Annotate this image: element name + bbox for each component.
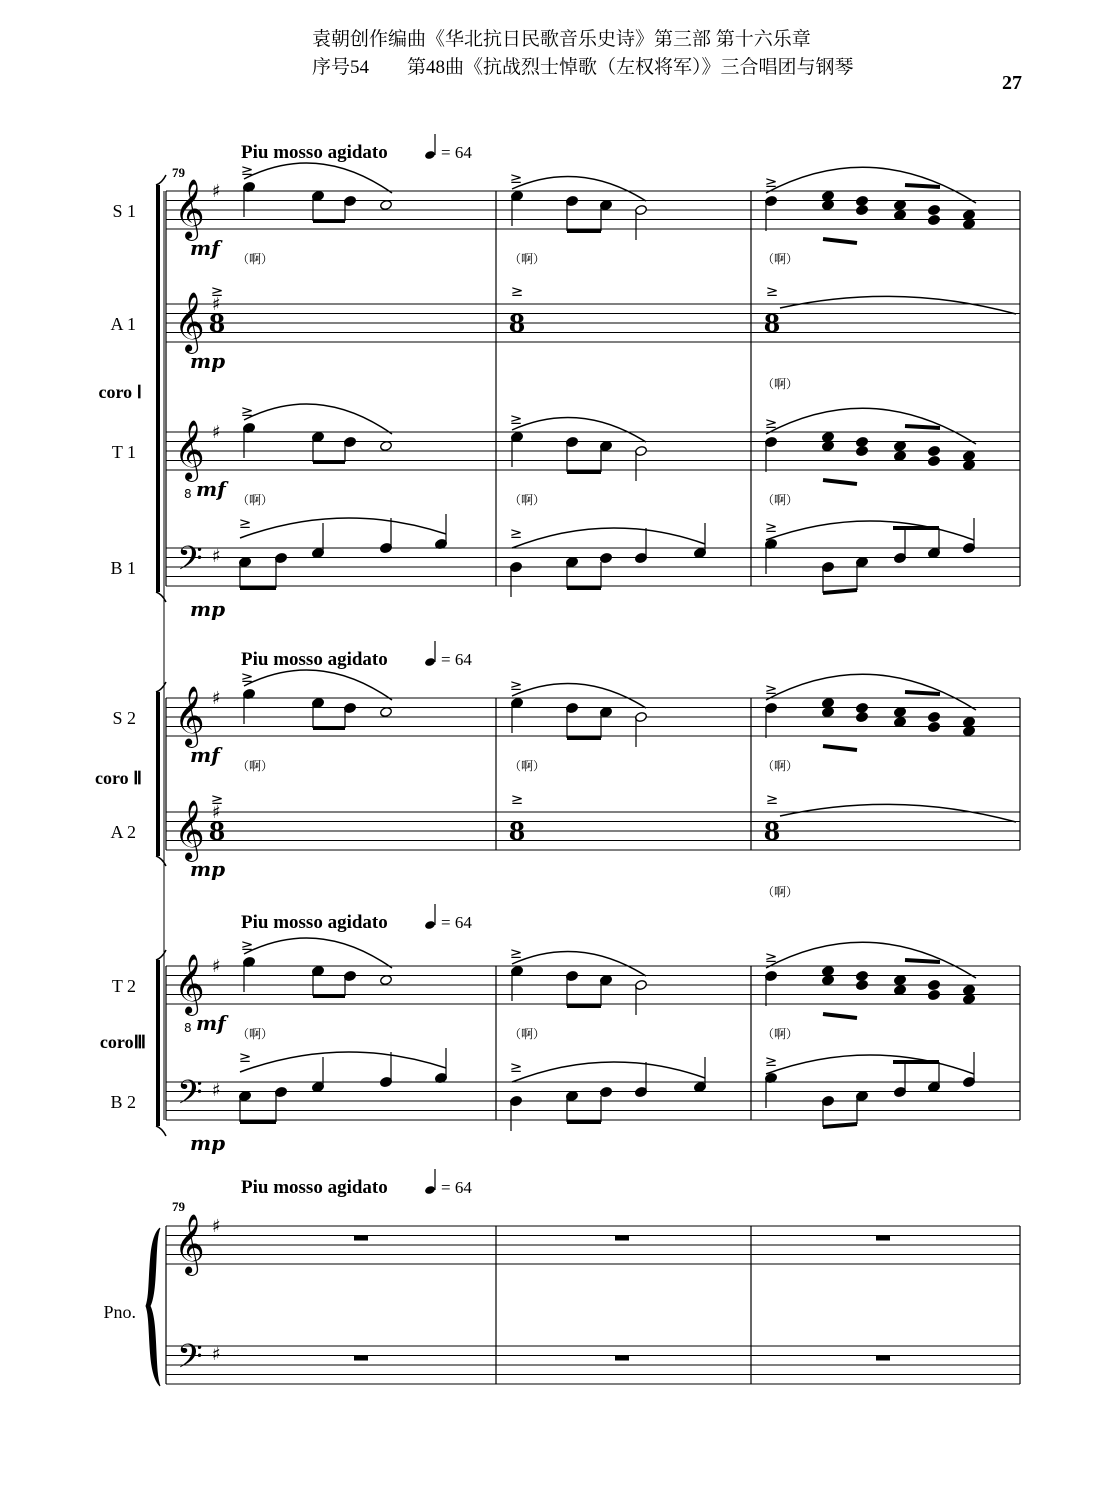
accent-mark: ≥ xyxy=(764,414,778,432)
note-beam xyxy=(823,590,857,593)
measure-number: 79 xyxy=(172,165,185,180)
staff-label: T 2 xyxy=(111,976,136,996)
sharp-icon: ♯ xyxy=(212,688,221,709)
half-note xyxy=(380,199,393,210)
chord-note xyxy=(856,204,869,215)
whole-rest-icon xyxy=(876,1356,890,1361)
treble-clef-icon: 𝄞 xyxy=(174,800,205,860)
half-note xyxy=(380,974,393,985)
chord-note xyxy=(822,190,835,201)
slur xyxy=(766,942,976,978)
tempo-marking xyxy=(241,134,472,163)
sharp-icon: ♯ xyxy=(212,1344,221,1365)
group-label-coro-3: coroⅢ xyxy=(99,1032,146,1052)
accent-mark: ≥ xyxy=(765,282,779,300)
chord-note xyxy=(928,204,941,215)
whole-rest-icon xyxy=(876,1236,890,1241)
chord-note xyxy=(963,716,976,727)
header-title-line: 袁朝创作编曲《华北抗日民歌音乐史诗》第三部 第十六乐章 xyxy=(312,29,811,50)
slur xyxy=(766,167,976,203)
chord-note xyxy=(963,459,976,470)
octave-marking: 8 xyxy=(184,487,192,501)
staff-label: S 2 xyxy=(112,708,136,728)
chord-note xyxy=(856,445,869,456)
accent-mark: ≥ xyxy=(240,936,254,954)
note-beam xyxy=(823,746,857,750)
bass-clef-icon: 𝄢 xyxy=(177,1338,203,1384)
accent-mark: ≥ xyxy=(764,518,778,536)
octave-chord-notes: 8 xyxy=(763,309,781,338)
whole-rest-icon xyxy=(354,1236,368,1241)
tempo-text: Piu mosso agidato xyxy=(241,649,388,670)
accent-mark: ≥ xyxy=(509,1058,523,1076)
chord-note xyxy=(856,979,869,990)
chord-note xyxy=(894,706,907,717)
chord-note xyxy=(894,199,907,210)
accent-mark: ≥ xyxy=(240,161,254,179)
accent-mark: ≥ xyxy=(240,668,254,686)
quarter-note-icon xyxy=(424,657,436,667)
piano-label: Pno. xyxy=(103,1302,136,1322)
sharp-icon: ♯ xyxy=(212,956,221,977)
dynamic-marking: mp xyxy=(190,349,226,373)
note-beam xyxy=(905,692,940,694)
chord-note xyxy=(856,436,869,447)
staff-label: A 2 xyxy=(110,822,136,842)
chord-note xyxy=(822,697,835,708)
octave-chord-notes: 8 xyxy=(508,817,526,846)
staff-a2 xyxy=(110,790,1020,899)
piano-bass-staff xyxy=(166,1338,1020,1384)
staff-s1 xyxy=(112,161,1020,266)
slur xyxy=(780,296,1016,314)
quarter-note-icon xyxy=(424,920,436,930)
bracket-hook xyxy=(156,175,166,185)
slur xyxy=(512,528,705,548)
slur xyxy=(244,938,392,968)
staff-label: B 2 xyxy=(110,1092,136,1112)
staff-t2 xyxy=(112,936,1020,1041)
bass-clef-icon: 𝄢 xyxy=(177,540,203,586)
staff-s2 xyxy=(112,668,1020,773)
piano-brace-icon xyxy=(146,1228,160,1386)
tempo-marking xyxy=(241,641,472,670)
sharp-icon: ♯ xyxy=(212,181,221,202)
lyric-text: （啊） xyxy=(762,252,799,266)
lyric-text: （啊） xyxy=(762,885,799,899)
tempo-marking xyxy=(241,904,472,933)
chord-note xyxy=(963,218,976,229)
chord-note xyxy=(963,209,976,220)
chord-note xyxy=(963,984,976,995)
accent-mark: ≥ xyxy=(210,790,224,808)
header-subtitle-line: 序号54 第48曲《抗战烈士悼歌（左权将军）》三合唱团与钢琴 xyxy=(312,57,854,78)
sharp-icon: ♯ xyxy=(212,294,221,315)
slur xyxy=(766,521,974,540)
slur xyxy=(244,163,392,193)
whole-rest-icon xyxy=(615,1236,629,1241)
octave-chord-notes: 8 xyxy=(208,817,226,846)
page-number: 27 xyxy=(1002,72,1022,94)
accent-mark: ≥ xyxy=(509,524,523,542)
tempo-text: Piu mosso agidato xyxy=(241,142,388,163)
whole-rest-icon xyxy=(354,1356,368,1361)
slur xyxy=(766,408,976,444)
lyric-text: （啊） xyxy=(762,759,799,773)
chord-note xyxy=(963,725,976,736)
chord-note xyxy=(856,195,869,206)
accent-mark: ≥ xyxy=(509,944,523,962)
slur xyxy=(244,404,392,434)
metronome-value: = 64 xyxy=(441,650,472,669)
system-coro-3-barlines xyxy=(156,950,1020,1136)
lyric-text: （啊） xyxy=(237,1027,274,1041)
half-note xyxy=(380,706,393,717)
half-note xyxy=(380,440,393,451)
chord-note xyxy=(928,455,941,466)
staff-label: B 1 xyxy=(110,558,136,578)
staff-label: S 1 xyxy=(112,201,136,221)
chord-note xyxy=(928,721,941,732)
accent-mark: ≥ xyxy=(764,173,778,191)
dynamic-marking: mp xyxy=(190,857,226,881)
quarter-note-icon xyxy=(424,1185,436,1195)
chord-note xyxy=(822,199,835,210)
lyric-text: （啊） xyxy=(237,493,274,507)
slur xyxy=(244,670,392,700)
chord-note xyxy=(928,711,941,722)
piano-treble-staff xyxy=(166,1214,1020,1276)
octave-chord-notes: 8 xyxy=(208,309,226,338)
lyric-text: （啊） xyxy=(509,252,546,266)
slur xyxy=(766,674,976,710)
slur xyxy=(512,952,646,977)
accent-mark: ≥ xyxy=(240,402,254,420)
chord-note xyxy=(928,989,941,1000)
bracket-hook xyxy=(156,1126,166,1136)
accent-mark: ≥ xyxy=(210,282,224,300)
accent-mark: ≥ xyxy=(238,514,252,532)
note-beam xyxy=(905,960,940,962)
metronome-value: = 64 xyxy=(441,1178,472,1197)
measure-number: 79 xyxy=(172,1199,185,1214)
note-beam xyxy=(823,1014,857,1018)
chord-note xyxy=(963,450,976,461)
group-label-coro-1: coro Ⅰ xyxy=(98,382,142,402)
note-beam xyxy=(905,426,940,428)
tempo-marking xyxy=(241,1169,472,1198)
slur xyxy=(240,1052,446,1072)
chord-note xyxy=(928,979,941,990)
slur xyxy=(766,1055,974,1074)
accent-mark: ≥ xyxy=(764,680,778,698)
treble-clef-icon: 𝄞 xyxy=(174,292,205,352)
accent-mark: ≥ xyxy=(765,790,779,808)
staff-a1 xyxy=(110,282,1020,391)
staff-b1 xyxy=(110,514,1020,621)
note-beam xyxy=(823,239,857,243)
slur xyxy=(512,418,646,443)
slur xyxy=(240,518,446,538)
sharp-icon: ♯ xyxy=(212,802,221,823)
accent-mark: ≥ xyxy=(764,948,778,966)
chord-note xyxy=(822,965,835,976)
chord-note xyxy=(928,445,941,456)
dynamic-marking: mp xyxy=(190,1131,226,1155)
accent-mark: ≥ xyxy=(764,1052,778,1070)
octave-chord-notes: 8 xyxy=(763,817,781,846)
accent-mark: ≥ xyxy=(510,790,524,808)
dynamic-marking: mf xyxy=(190,743,220,767)
dynamic-marking: mf xyxy=(190,236,220,260)
accent-mark: ≥ xyxy=(509,410,523,428)
treble-clef-icon: 𝄞 xyxy=(174,179,205,239)
lyric-text: （啊） xyxy=(509,493,546,507)
group-label-coro-2: coro Ⅱ xyxy=(94,768,142,788)
accent-mark: ≥ xyxy=(510,282,524,300)
tempo-text: Piu mosso agidato xyxy=(241,912,388,933)
dynamic-marking: mp xyxy=(190,597,226,621)
system-coro-1-barlines xyxy=(156,175,1020,602)
metronome-value: = 64 xyxy=(441,913,472,932)
note-beam xyxy=(905,185,940,187)
metronome-value: = 64 xyxy=(441,143,472,162)
chord-note xyxy=(894,716,907,727)
note-beam xyxy=(823,1124,857,1127)
chord-note xyxy=(894,974,907,985)
dynamic-marking: mf xyxy=(196,477,226,501)
dynamic-marking: mf xyxy=(196,1011,226,1035)
staff-label: T 1 xyxy=(111,442,136,462)
sharp-icon: ♯ xyxy=(212,1216,221,1237)
staff-label: A 1 xyxy=(110,314,136,334)
note-beam xyxy=(823,480,857,484)
piano-system xyxy=(103,1214,1020,1386)
sharp-icon: ♯ xyxy=(212,422,221,443)
staff-t1 xyxy=(112,402,1020,507)
lyric-text: （啊） xyxy=(237,252,274,266)
chord-note xyxy=(963,993,976,1004)
chord-note xyxy=(856,711,869,722)
chord-note xyxy=(822,440,835,451)
treble-clef-icon: 𝄞 xyxy=(174,954,205,1014)
lyric-text: （啊） xyxy=(762,377,799,391)
staff-b2 xyxy=(110,1048,1020,1155)
chord-note xyxy=(894,209,907,220)
bass-clef-icon: 𝄢 xyxy=(177,1074,203,1120)
octave-marking: 8 xyxy=(184,1021,192,1035)
eighth-note xyxy=(600,552,613,563)
system-coro-2-barlines xyxy=(156,682,1020,866)
quarter-note-icon xyxy=(424,150,436,160)
chord-note xyxy=(928,214,941,225)
lyric-text: （啊） xyxy=(237,759,274,773)
chord-note xyxy=(894,450,907,461)
lyric-text: （啊） xyxy=(762,493,799,507)
slur xyxy=(512,1062,705,1082)
accent-mark: ≥ xyxy=(509,169,523,187)
lyric-text: （啊） xyxy=(509,759,546,773)
slur xyxy=(780,804,1016,822)
octave-chord-notes: 8 xyxy=(508,309,526,338)
treble-clef-icon: 𝄞 xyxy=(174,1214,205,1274)
sharp-icon: ♯ xyxy=(212,1080,221,1101)
accent-mark: ≥ xyxy=(509,676,523,694)
lyric-text: （啊） xyxy=(762,1027,799,1041)
tempo-text: Piu mosso agidato xyxy=(241,1177,388,1198)
chord-note xyxy=(894,984,907,995)
eighth-note xyxy=(600,1086,613,1097)
treble-clef-icon: 𝄞 xyxy=(174,686,205,746)
chord-note xyxy=(822,431,835,442)
whole-rest-icon xyxy=(615,1356,629,1361)
chord-note xyxy=(822,706,835,717)
slur xyxy=(512,684,646,709)
slur xyxy=(512,177,646,202)
chord-note xyxy=(822,974,835,985)
chord-note xyxy=(856,702,869,713)
accent-mark: ≥ xyxy=(238,1048,252,1066)
sharp-icon: ♯ xyxy=(212,546,221,567)
treble-clef-icon: 𝄞 xyxy=(174,420,205,480)
chord-note xyxy=(894,440,907,451)
chord-note xyxy=(856,970,869,981)
lyric-text: （啊） xyxy=(509,1027,546,1041)
